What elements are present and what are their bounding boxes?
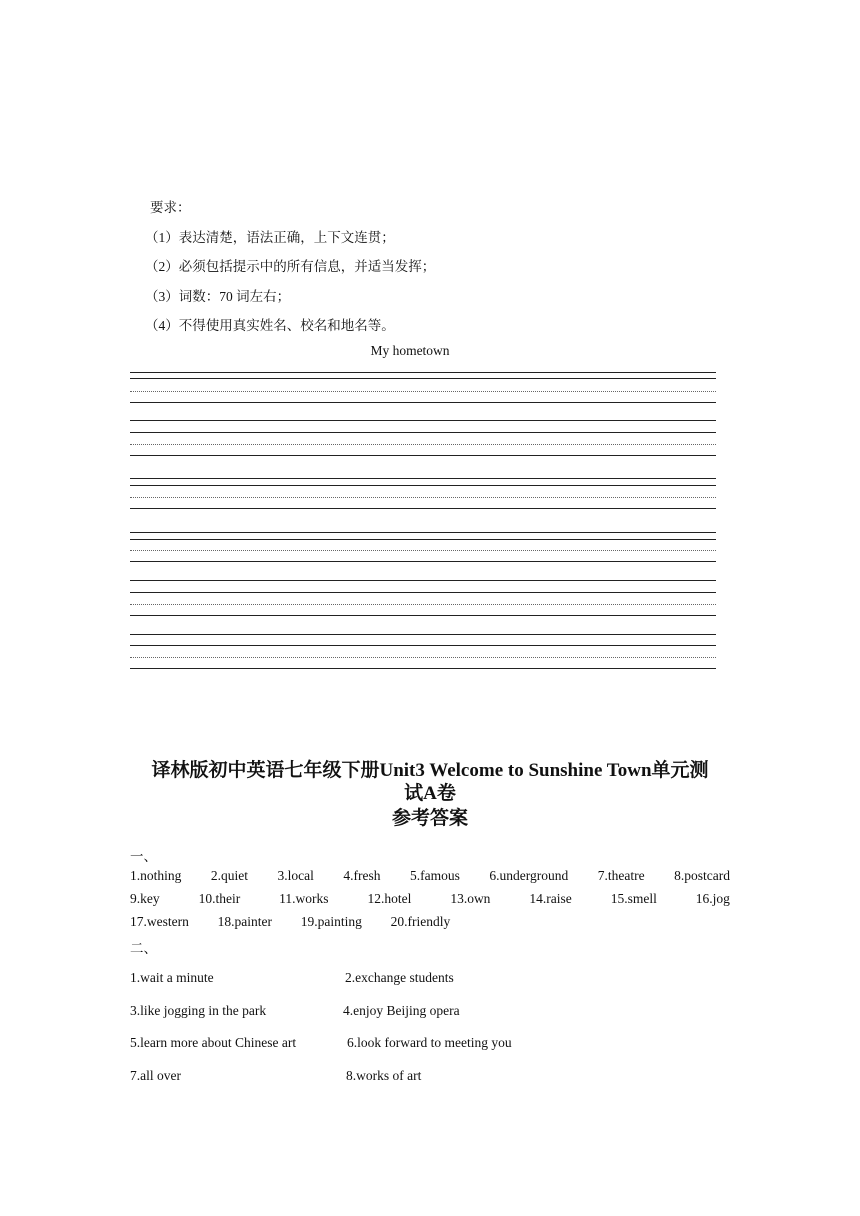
answer-key-title-continued: 试A卷	[404, 783, 456, 804]
answer-phrase: 5.learn more about Chinese art	[130, 1035, 297, 1050]
essay-title: My hometown	[370, 343, 450, 358]
answer-word: 15.smell	[610, 891, 657, 906]
answer-word: 6.underground	[489, 868, 569, 883]
answer-row	[130, 868, 730, 884]
answer-word: 5.famous	[410, 868, 460, 883]
answer-row	[130, 914, 450, 930]
answer-word: 4.fresh	[343, 868, 381, 883]
answer-word: 16.jog	[695, 891, 730, 906]
answer-word: 1.nothing	[130, 868, 182, 883]
answer-phrase: 6.look forward to meeting you	[347, 1035, 512, 1050]
answer-phrase: 3.like jogging in the park	[130, 1003, 267, 1018]
answer-word: 2.quiet	[210, 868, 249, 883]
requirement-item: （4）不得使用真实姓名、校名和地名等。	[145, 318, 395, 333]
answer-phrase: 1.wait a minute	[130, 970, 214, 985]
answer-key-title: 译林版初中英语七年级下册Unit3 Welcome to Sunshine Town单元测	[151, 760, 709, 781]
requirements-heading: 要求：	[150, 200, 191, 215]
requirement-item: （3）词数：70 词左右；	[145, 289, 291, 304]
answer-word: 10.their	[198, 891, 241, 906]
answer-phrase: 8.works of art	[346, 1068, 422, 1083]
answer-word: 9.key	[130, 891, 160, 906]
answer-phrase: 2.exchange students	[345, 970, 454, 985]
answer-word: 19.painting	[300, 914, 362, 929]
answer-phrase: 4.enjoy Beijing opera	[343, 1003, 460, 1018]
answer-word: 14.raise	[529, 891, 572, 906]
answer-word: 13.own	[450, 891, 491, 906]
section-1-label: 一、	[130, 849, 157, 864]
answer-word: 7.theatre	[597, 868, 645, 883]
answer-word: 3.local	[277, 868, 314, 883]
answer-word: 11.works	[279, 891, 329, 906]
answer-word: 18.painter	[217, 914, 272, 929]
answer-word: 12.hotel	[367, 891, 412, 906]
answer-row	[130, 891, 730, 907]
answer-word: 8.postcard	[674, 868, 730, 883]
requirement-item: （2）必须包括提示中的所有信息，并适当发挥；	[145, 259, 436, 274]
answer-word: 17.western	[130, 914, 189, 929]
answer-phrase: 7.all over	[130, 1068, 181, 1083]
answer-key-subtitle: 参考答案	[391, 808, 468, 829]
section-2-label: 二、	[130, 941, 157, 956]
requirement-item: （1）表达清楚，语法正确，上下文连贯；	[145, 230, 395, 245]
answer-word: 20.friendly	[390, 914, 451, 929]
